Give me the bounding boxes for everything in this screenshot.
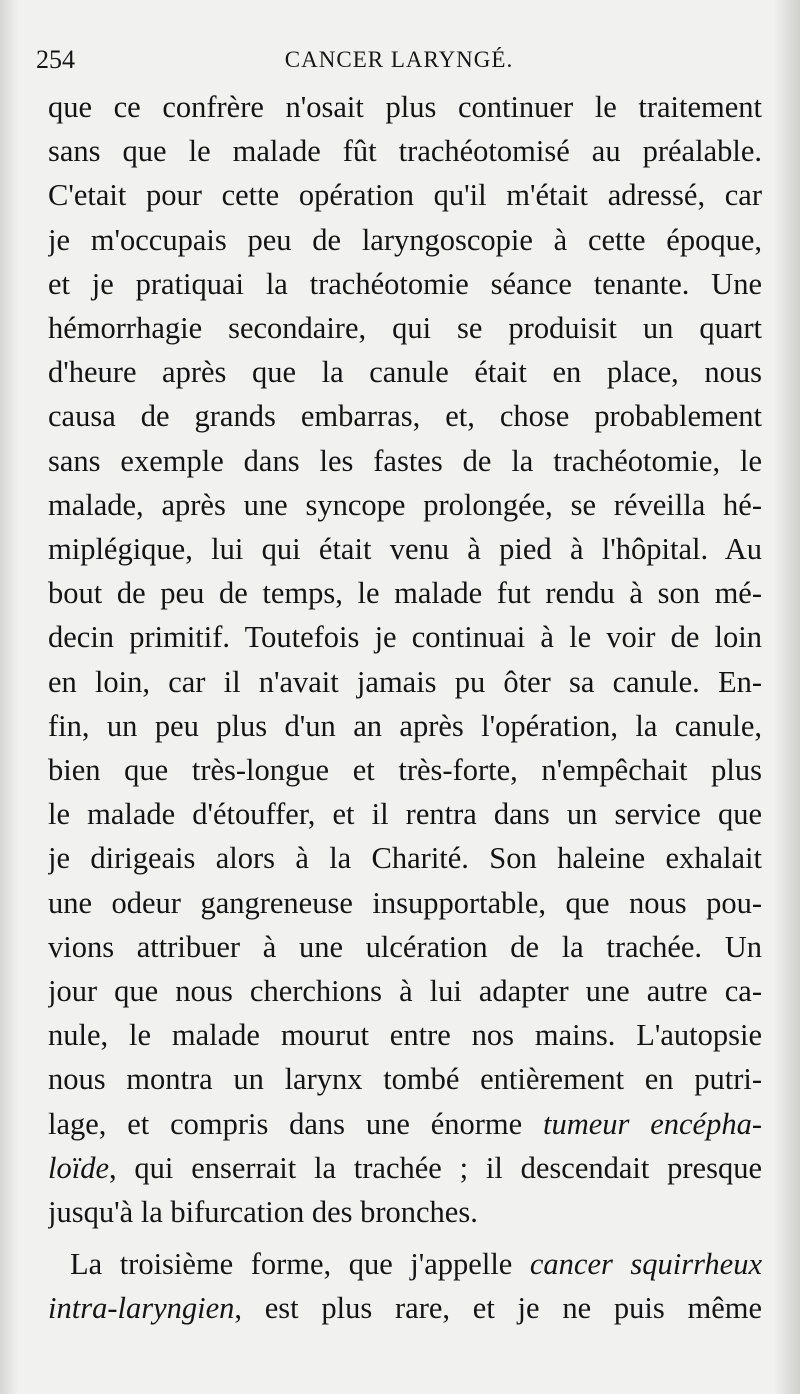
- text-line: nule, le malade mourut entre nos mains. L'autopsie: [48, 1018, 762, 1053]
- text-line: une odeur gangreneuse insupportable, que nous pou-: [48, 885, 762, 920]
- italic-term: tumeur encépha-: [542, 1106, 762, 1141]
- italic-term: cancer squirrheux: [529, 1247, 762, 1282]
- text-run: La troisième forme, que j'appelle: [70, 1247, 530, 1282]
- text-line: jusqu'à la bifurcation des bronches.: [48, 1195, 478, 1230]
- italic-term: intra-laryngien: [48, 1291, 235, 1326]
- text-line: et je pratiquai la trachéotomie séance tenante. Une: [48, 266, 762, 301]
- text-line: le malade d'étouffer, et il rentra dans un service que: [48, 797, 762, 832]
- text-line: decin primitif. Toutefois je continuai à le voir de loin: [48, 620, 762, 655]
- text-line: fin, un peu plus d'un an après l'opération, la canule,: [48, 708, 762, 743]
- text-run: , qui enserrait la trachée ; il descendait presque: [109, 1150, 762, 1185]
- page-number: 254: [36, 45, 75, 74]
- text-line: [48, 1102, 762, 1146]
- text-line: je m'occupais peu de laryngoscopie à cette époque,: [48, 222, 762, 257]
- text-line: bien que très-longue et très-forte, n'empêchait plus: [48, 753, 762, 788]
- text-line: miplégique, lui qui était venu à pied à l'hôpital. Au: [48, 532, 762, 567]
- text-line: [48, 1146, 762, 1190]
- text-line: malade, après une syncope prolongée, se réveilla hé-: [48, 487, 762, 522]
- text-run: lage, et compris dans une énorme: [48, 1106, 543, 1141]
- scan-shadow-left: [0, 0, 18, 1394]
- text-line: hémorrhagie secondaire, qui se produisit un quart: [48, 311, 762, 346]
- running-title: CANCER LARYNGÉ.: [284, 47, 514, 72]
- page-header: [36, 40, 762, 80]
- body-text: [48, 85, 762, 1331]
- text-line: que ce confrère n'osait plus continuer le traitement: [48, 90, 762, 124]
- scan-shadow-right: [774, 0, 800, 1394]
- text-line: vions attribuer à une ulcération de la trachée. Un: [48, 929, 762, 964]
- text-line: nous montra un larynx tombé entièrement en putri-: [48, 1062, 762, 1097]
- text-line: sans exemple dans les fastes de la trachéotomie, le: [48, 443, 762, 478]
- paragraph-gap: [48, 1234, 762, 1242]
- text-line: causa de grands embarras, et, chose probablement: [48, 399, 762, 434]
- text-line: sans que le malade fût trachéotomisé au préalable.: [48, 134, 762, 169]
- text-line: je dirigeais alors à la Charité. Son haleine exhalait: [48, 841, 762, 876]
- text-line: C'etait pour cette opération qu'il m'était adressé, car: [48, 178, 762, 213]
- text-line: jour que nous cherchions à lui adapter une autre ca-: [48, 974, 762, 1009]
- text-line: d'heure après que la canule était en place, nous: [48, 355, 762, 390]
- text-line: [48, 1242, 762, 1286]
- text-line: bout de peu de temps, le malade fut rendu à son mé-: [48, 576, 762, 611]
- text-line: [48, 1286, 762, 1330]
- text-line: en loin, car il n'avait jamais pu ôter sa canule. En-: [48, 664, 762, 699]
- text-run: , est plus rare, et je ne puis même: [234, 1291, 762, 1326]
- italic-term: loïde: [48, 1150, 109, 1185]
